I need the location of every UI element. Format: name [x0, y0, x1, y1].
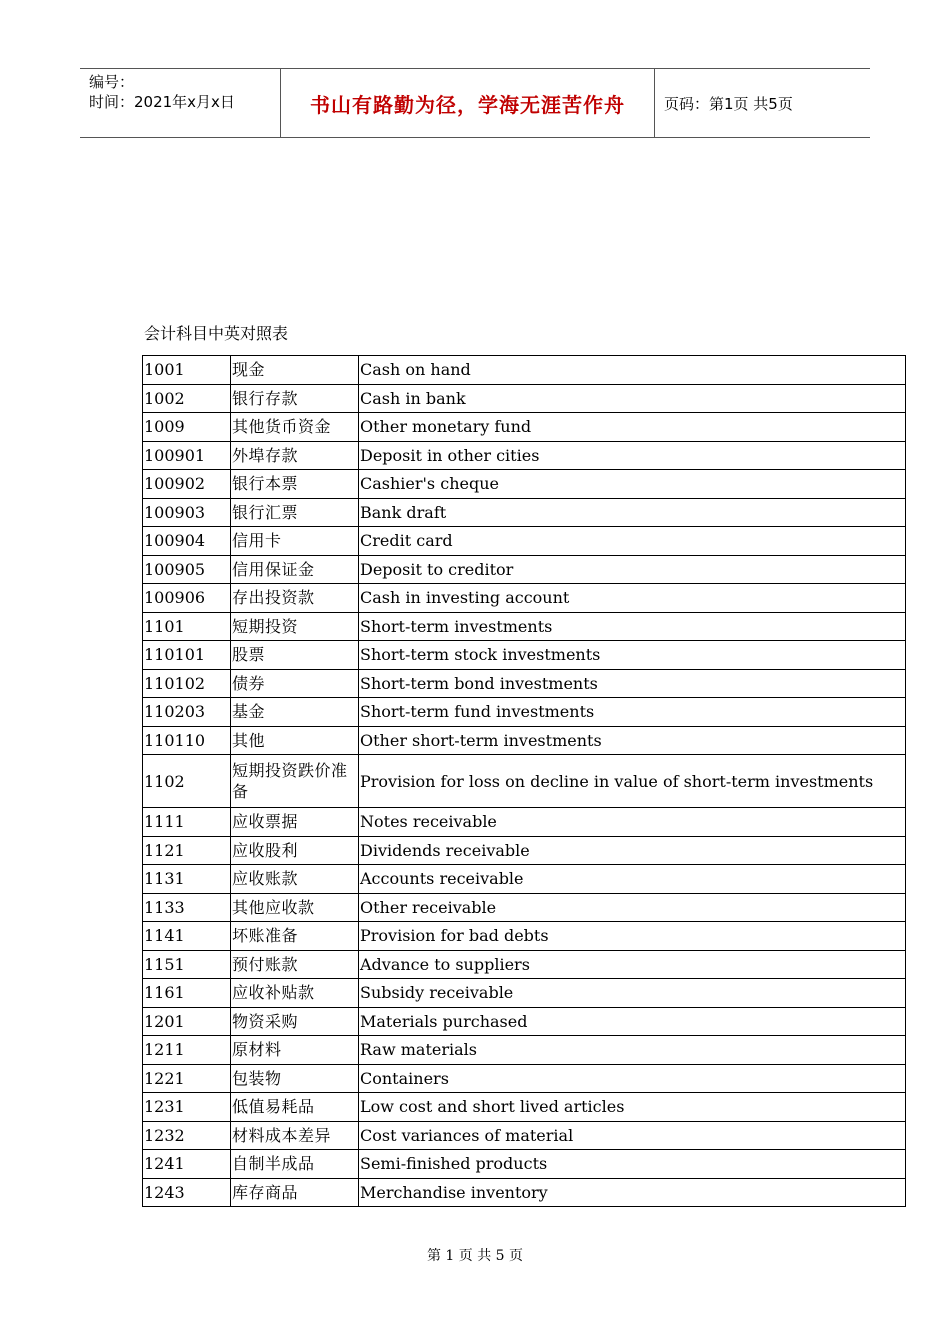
account-code-cell: 1161 [143, 979, 231, 1008]
document-number-label: 编号： [89, 73, 135, 91]
account-name-en-cell: Bank draft [359, 498, 906, 527]
account-name-en-cell: Short-term stock investments [359, 641, 906, 670]
document-title: 会计科目中英对照表 [144, 324, 289, 343]
account-name-en-cell: Materials purchased [359, 1007, 906, 1036]
account-name-cn-cell: 应收账款 [231, 865, 359, 894]
account-table-body [143, 356, 906, 1207]
table-row [143, 498, 906, 527]
table-row [143, 612, 906, 641]
account-name-cn-cell: 库存商品 [231, 1178, 359, 1207]
account-code-cell: 1201 [143, 1007, 231, 1036]
page-info-text: 页码：第1页 共5页 [664, 94, 793, 113]
account-name-cn-cell: 低值易耗品 [231, 1093, 359, 1122]
account-name-en-cell: Merchandise inventory [359, 1178, 906, 1207]
account-name-en-cell: Cash in bank [359, 384, 906, 413]
account-code-cell: 1101 [143, 612, 231, 641]
account-name-cn-cell: 银行本票 [231, 470, 359, 499]
account-name-cn-cell: 存出投资款 [231, 584, 359, 613]
account-code-cell: 1111 [143, 808, 231, 837]
table-row [143, 384, 906, 413]
account-code-cell: 1211 [143, 1036, 231, 1065]
account-name-cn-cell: 其他应收款 [231, 893, 359, 922]
table-row [143, 441, 906, 470]
account-code-cell: 1009 [143, 413, 231, 442]
account-code-cell: 100905 [143, 555, 231, 584]
account-code-cell: 110110 [143, 726, 231, 755]
account-name-en-cell: Advance to suppliers [359, 950, 906, 979]
table-row [143, 1007, 906, 1036]
account-name-en-cell: Deposit in other cities [359, 441, 906, 470]
header-motto [281, 69, 655, 137]
account-code-cell: 100904 [143, 527, 231, 556]
table-row [143, 641, 906, 670]
account-code-cell: 1231 [143, 1093, 231, 1122]
account-name-en-cell: Other short-term investments [359, 726, 906, 755]
account-name-en-cell: Cost variances of material [359, 1121, 906, 1150]
table-row [143, 922, 906, 951]
table-row [143, 470, 906, 499]
account-name-en-cell: Low cost and short lived articles [359, 1093, 906, 1122]
account-name-cn-cell: 短期投资 [231, 612, 359, 641]
account-table [142, 355, 906, 1207]
table-row [143, 950, 906, 979]
account-name-cn-cell: 其他货币资金 [231, 413, 359, 442]
account-name-cn-cell: 自制半成品 [231, 1150, 359, 1179]
account-code-cell: 1102 [143, 755, 231, 808]
account-code-cell: 1131 [143, 865, 231, 894]
account-name-cn-cell: 其他 [231, 726, 359, 755]
account-name-en-cell: Other receivable [359, 893, 906, 922]
account-name-en-cell: Cash in investing account [359, 584, 906, 613]
account-name-cn-cell: 材料成本差异 [231, 1121, 359, 1150]
account-name-cn-cell: 股票 [231, 641, 359, 670]
account-name-cn-cell: 原材料 [231, 1036, 359, 1065]
account-name-en-cell: Raw materials [359, 1036, 906, 1065]
account-code-cell: 1243 [143, 1178, 231, 1207]
account-name-en-cell: Cash on hand [359, 356, 906, 385]
table-row [143, 893, 906, 922]
account-name-en-cell: Short-term investments [359, 612, 906, 641]
account-name-cn-cell: 坏账准备 [231, 922, 359, 951]
table-row [143, 1036, 906, 1065]
account-name-cn-cell: 应收补贴款 [231, 979, 359, 1008]
document-time-label: 时间：2021年x月x日 [89, 93, 235, 111]
account-code-cell: 1002 [143, 384, 231, 413]
page-footer [0, 1245, 950, 1265]
account-code-cell: 100903 [143, 498, 231, 527]
table-row [143, 1093, 906, 1122]
account-name-en-cell: Semi-finished products [359, 1150, 906, 1179]
account-code-cell: 1141 [143, 922, 231, 951]
account-name-cn-cell: 信用保证金 [231, 555, 359, 584]
motto-text: 书山有路勤为径，学海无涯苦作舟 [310, 92, 625, 117]
table-row [143, 979, 906, 1008]
account-code-cell: 100901 [143, 441, 231, 470]
account-name-en-cell: Containers [359, 1064, 906, 1093]
account-name-cn-cell: 包装物 [231, 1064, 359, 1093]
account-name-en-cell: Provision for bad debts [359, 922, 906, 951]
account-name-cn-cell: 信用卡 [231, 527, 359, 556]
account-name-en-cell: Short-term fund investments [359, 698, 906, 727]
page-header [80, 68, 870, 138]
account-name-cn-cell: 银行汇票 [231, 498, 359, 527]
account-code-cell: 110102 [143, 669, 231, 698]
account-name-cn-cell: 物资采购 [231, 1007, 359, 1036]
account-name-en-cell: Short-term bond investments [359, 669, 906, 698]
table-row [143, 1150, 906, 1179]
account-name-cn-cell: 现金 [231, 356, 359, 385]
account-code-cell: 110101 [143, 641, 231, 670]
table-row [143, 698, 906, 727]
account-name-en-cell: Accounts receivable [359, 865, 906, 894]
account-name-cn-cell: 基金 [231, 698, 359, 727]
header-meta [80, 69, 281, 137]
account-name-en-cell: Subsidy receivable [359, 979, 906, 1008]
table-row [143, 584, 906, 613]
account-name-en-cell: Other monetary fund [359, 413, 906, 442]
account-name-en-cell: Notes receivable [359, 808, 906, 837]
account-code-cell: 100902 [143, 470, 231, 499]
table-row [143, 555, 906, 584]
account-code-cell: 1133 [143, 893, 231, 922]
table-row [143, 836, 906, 865]
table-row [143, 413, 906, 442]
account-code-cell: 1001 [143, 356, 231, 385]
account-name-cn-cell: 应收票据 [231, 808, 359, 837]
account-name-en-cell: Dividends receivable [359, 836, 906, 865]
account-name-en-cell: Credit card [359, 527, 906, 556]
table-row [143, 527, 906, 556]
table-row [143, 865, 906, 894]
table-row [143, 669, 906, 698]
account-name-en-cell: Provision for loss on decline in value of short-term investments [359, 755, 906, 808]
table-row [143, 1064, 906, 1093]
account-name-cn-cell: 债券 [231, 669, 359, 698]
table-row [143, 356, 906, 385]
account-name-en-cell: Deposit to creditor [359, 555, 906, 584]
table-row [143, 755, 906, 808]
account-code-cell: 1221 [143, 1064, 231, 1093]
table-row [143, 1178, 906, 1207]
header-page-info [655, 69, 870, 137]
account-name-cn-cell: 预付账款 [231, 950, 359, 979]
footer-page-number: 第 1 页 共 5 页 [426, 1248, 524, 1264]
account-code-cell: 1151 [143, 950, 231, 979]
account-name-cn-cell: 银行存款 [231, 384, 359, 413]
table-row [143, 808, 906, 837]
account-code-cell: 110203 [143, 698, 231, 727]
table-row [143, 726, 906, 755]
account-code-cell: 100906 [143, 584, 231, 613]
account-name-cn-cell: 外埠存款 [231, 441, 359, 470]
account-code-cell: 1232 [143, 1121, 231, 1150]
account-code-cell: 1241 [143, 1150, 231, 1179]
account-name-cn-cell: 短期投资跌价准备 [231, 755, 359, 808]
account-code-cell: 1121 [143, 836, 231, 865]
account-name-en-cell: Cashier's cheque [359, 470, 906, 499]
account-name-cn-cell: 应收股利 [231, 836, 359, 865]
table-row [143, 1121, 906, 1150]
